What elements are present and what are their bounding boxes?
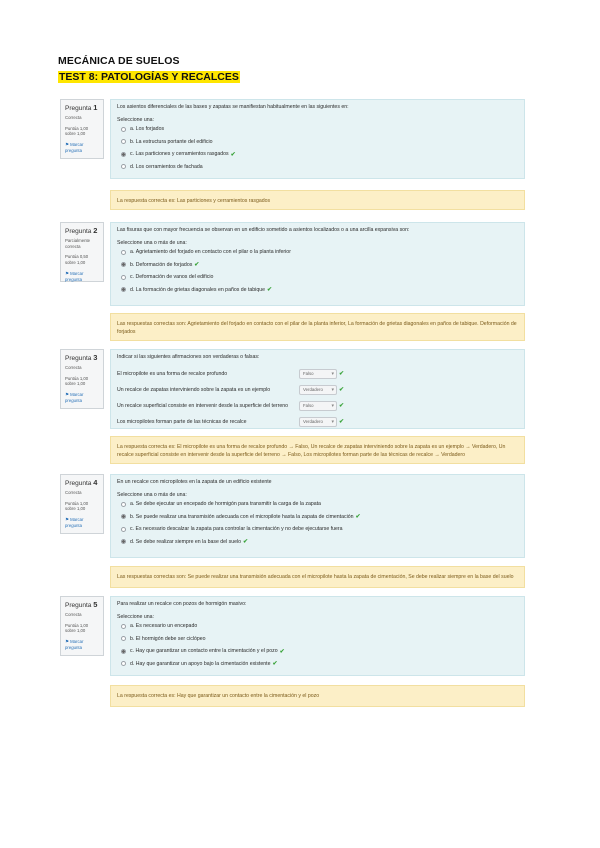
feedback-box-5: La respuesta correcta es: Hay que garantizar un contacto entre la cimentación y el pozo — [110, 685, 525, 707]
question-text: Para realizar un recalce con pozos de hormigón masivo: — [117, 601, 247, 607]
option-text: Es necesario descalzar la zapata para controlar la cimentación y no debe ejecutarse fuera — [135, 526, 343, 533]
option-text: Hay que garantizar un apoyo bajo la cimentación existente — [135, 660, 271, 667]
option-letter: d. — [130, 538, 135, 545]
statement-row — [117, 414, 518, 430]
option-text: Se debe realizar siempre en la base del suelo — [135, 538, 242, 545]
check-icon: ✔ — [272, 661, 278, 668]
option-a[interactable] — [117, 620, 518, 633]
check-icon: ✔ — [230, 151, 236, 158]
option-d[interactable] — [117, 160, 518, 173]
flag-question-link[interactable] — [65, 271, 100, 283]
checkbox[interactable] — [121, 527, 126, 532]
flag-label: Marcar pregunta — [65, 639, 84, 650]
question-points: Puntúa 1,00 sobre 1,00 — [65, 375, 89, 387]
flag-icon: ⚑ — [65, 517, 69, 523]
option-letter: a. — [130, 501, 135, 508]
question-number: 3 — [93, 353, 98, 362]
question-text: Indicar si las siguientes afirmaciones son verdaderas o falsas: — [117, 354, 260, 360]
option-letter: c. — [130, 648, 135, 655]
flag-question-link[interactable] — [65, 142, 100, 154]
check-icon: ✔ — [267, 287, 273, 294]
true-false-select[interactable]: Falso ▾ — [299, 369, 337, 379]
statement-list — [117, 366, 518, 430]
question-info-1 — [60, 99, 104, 159]
flag-icon: ⚑ — [65, 392, 69, 398]
option-text: Deformación de vanos del edificio — [135, 274, 214, 281]
select-instruction: Seleccione una: — [117, 116, 154, 123]
question-box-2 — [110, 222, 525, 306]
question-text: Los asientos diferenciales de las bases y zapatas se manifiestan habitualmente en las siguientes en: — [117, 104, 349, 110]
statement-text: Los micropilotes forman parte de las técnicas de recalce — [117, 418, 247, 425]
option-letter: d. — [130, 163, 135, 170]
option-b[interactable] — [117, 258, 518, 271]
radio-button-selected[interactable] — [121, 152, 126, 157]
question-number: 1 — [93, 103, 98, 112]
feedback-box-1: La respuesta correcta es: Las particiones y cerramientos rasgados — [110, 190, 525, 210]
question-text: En un recalce con micropilotes en la zapata de un edificio existente — [117, 479, 272, 485]
radio-button[interactable] — [121, 636, 126, 641]
question-label: Pregunta — [65, 228, 92, 235]
checkbox-checked[interactable] — [121, 539, 126, 544]
question-status: Correcta — [65, 114, 82, 120]
flag-icon: ⚑ — [65, 142, 69, 148]
option-letter: a. — [130, 623, 135, 630]
option-letter: c. — [130, 526, 135, 533]
statement-text: Un recalce superficial consiste en intervenir desde la superficie del terreno — [117, 402, 288, 409]
statement-text: El micropilote es una forma de recalce profundo — [117, 370, 228, 377]
checkbox[interactable] — [121, 502, 126, 507]
statement-row — [117, 382, 518, 398]
option-list — [117, 498, 518, 548]
option-a[interactable] — [117, 123, 518, 136]
option-c[interactable] — [117, 148, 518, 161]
checkbox-checked[interactable] — [121, 287, 126, 292]
option-c[interactable] — [117, 645, 518, 658]
question-points: Puntúa 0,50 sobre 1,00 — [65, 254, 89, 266]
true-false-select[interactable]: Verdadero ▾ — [299, 417, 337, 427]
feedback-box-4: Las respuestas correctas son: Se puede realizar una transmisión adecuada con el micropilote hasta la zapata de cimentación, Se debe realizar siempre en la base del suelo — [110, 566, 525, 588]
document-header — [58, 55, 240, 85]
radio-button[interactable] — [121, 661, 126, 666]
option-text: Se debe ejecutar un encepado de hormigón para transmitir la carga de la zapata — [135, 501, 321, 508]
option-text: La estructura portante del edificio — [135, 138, 213, 145]
flag-question-link[interactable] — [65, 392, 100, 404]
flag-label: Marcar pregunta — [65, 517, 84, 528]
option-letter: b. — [130, 513, 135, 520]
feedback-box-3: La respuesta correcta es: El micropilote es una forma de recalce profundo → Falso, Un recalce de zapatas interviniendo sobre la zapata es un ejemplo → Verdadero, Un recalce superficial consiste en intervenir desde la superficie del terreno → Falso, Los micropilotes forman parte de las técnicas de recalce → Verdadero — [110, 436, 525, 464]
question-label: Pregunta — [65, 355, 92, 362]
check-icon: ✔ — [194, 262, 200, 269]
option-d[interactable] — [117, 283, 518, 296]
option-list — [117, 123, 518, 173]
question-text: Las fisuras que con mayor frecuencia se observan en un edificio sometido a asientos localizados o a una arcilla expansiva son: — [117, 227, 410, 233]
option-text: La formación de grietas diagonales en paños de tabique — [135, 286, 265, 293]
question-points: Puntúa 1,00 sobre 1,00 — [65, 500, 89, 512]
feedback-box-2: Las respuestas correctas son: Agrietamiento del forjado en contacto con el pilar de la planta inferior, La formación de grietas diagonales en paños de tabique. Deformación de forjados — [110, 313, 525, 341]
check-icon: ✔ — [355, 514, 361, 521]
question-status: Correcta — [65, 611, 82, 617]
option-text: Es necesario un encepado — [135, 623, 198, 630]
question-box-3 — [110, 349, 525, 429]
radio-button[interactable] — [121, 164, 126, 169]
option-c[interactable] — [117, 271, 518, 284]
radio-button[interactable] — [121, 127, 126, 132]
option-letter: a. — [130, 126, 135, 133]
question-info-2 — [60, 222, 104, 282]
option-a[interactable] — [117, 246, 518, 259]
question-status: Correcta — [65, 489, 82, 495]
question-box-4 — [110, 474, 525, 558]
option-text: Hay que garantizar un contacto entre la cimentación y el pozo — [135, 648, 278, 655]
option-text: Se puede realizar una transmisión adecuada con el micropilote hasta la zapata de cimentación — [135, 513, 354, 520]
option-letter: d. — [130, 660, 135, 667]
checkbox[interactable] — [121, 275, 126, 280]
option-letter: b. — [130, 635, 135, 642]
true-false-select[interactable]: Verdadero ▾ — [299, 385, 337, 395]
question-info-4 — [60, 474, 104, 534]
question-info-3 — [60, 349, 104, 409]
check-icon: ✔ — [279, 648, 285, 655]
question-box-5 — [110, 596, 525, 676]
option-letter: b. — [130, 138, 135, 145]
check-icon: ✔ — [339, 403, 345, 410]
radio-button[interactable] — [121, 139, 126, 144]
option-a[interactable] — [117, 498, 518, 511]
question-status: Correcta — [65, 364, 82, 370]
question-number: 5 — [93, 600, 98, 609]
option-list — [117, 620, 518, 670]
question-label: Pregunta — [65, 105, 92, 112]
checkbox[interactable] — [121, 250, 126, 255]
course-title: MECÁNICA DE SUELOS — [58, 55, 180, 67]
option-letter: a. — [130, 249, 135, 256]
option-d[interactable] — [117, 657, 518, 670]
option-letter: d. — [130, 286, 135, 293]
question-status: Parcialmente correcta — [65, 237, 91, 249]
question-points: Puntúa 1,00 sobre 1,00 — [65, 125, 89, 137]
statement-row — [117, 366, 518, 382]
statement-row — [117, 398, 518, 414]
flag-label: Marcar pregunta — [65, 392, 84, 403]
select-instruction: Seleccione una o más de una: — [117, 239, 187, 246]
checkbox-checked[interactable] — [121, 262, 126, 267]
flag-icon: ⚑ — [65, 639, 69, 645]
option-text: El hormigón debe ser ciclópeo — [135, 635, 206, 642]
option-c[interactable] — [117, 523, 518, 536]
option-text: Los forjados — [135, 126, 165, 133]
question-label: Pregunta — [65, 480, 92, 487]
flag-icon: ⚑ — [65, 270, 69, 276]
option-text: Deformación de forjados — [135, 261, 193, 268]
radio-button[interactable] — [121, 624, 126, 629]
question-number: 2 — [93, 226, 98, 235]
radio-button-selected[interactable] — [121, 649, 126, 654]
option-letter: c. — [130, 274, 135, 281]
check-icon: ✔ — [339, 371, 345, 378]
flag-label: Marcar pregunta — [65, 142, 84, 153]
question-label: Pregunta — [65, 602, 92, 609]
flag-question-link[interactable] — [65, 639, 100, 651]
question-box-1 — [110, 99, 525, 179]
statement-text: Un recalce de zapatas interviniendo sobre la zapata es un ejemplo — [117, 386, 271, 393]
select-instruction: Seleccione una: — [117, 613, 154, 620]
option-text: Agrietamiento del forjado en contacto con el pilar o la planta inferior — [135, 249, 291, 256]
flag-label: Marcar pregunta — [65, 270, 84, 282]
question-number: 4 — [93, 478, 98, 487]
option-b[interactable] — [117, 135, 518, 148]
option-b[interactable] — [117, 510, 518, 523]
option-text: Los cerramientos de fachada — [135, 163, 203, 170]
select-instruction: Seleccione una o más de una: — [117, 491, 187, 498]
checkbox-checked[interactable] — [121, 514, 126, 519]
option-b[interactable] — [117, 632, 518, 645]
question-points: Puntúa 1,00 sobre 1,00 — [65, 622, 89, 634]
option-list — [117, 246, 518, 296]
test-title: TEST 8: PATOLOGÍAS Y RECALCES — [59, 71, 239, 83]
option-letter: b. — [130, 261, 135, 268]
true-false-select[interactable]: Falso ▾ — [299, 401, 337, 411]
question-info-5 — [60, 596, 104, 656]
flag-question-link[interactable] — [65, 517, 100, 529]
option-text: Las particiones y cerramientos rasgados — [135, 151, 229, 158]
option-d[interactable] — [117, 535, 518, 548]
check-icon: ✔ — [339, 419, 345, 426]
option-letter: c. — [130, 151, 135, 158]
check-icon: ✔ — [339, 387, 345, 394]
check-icon: ✔ — [243, 539, 249, 546]
